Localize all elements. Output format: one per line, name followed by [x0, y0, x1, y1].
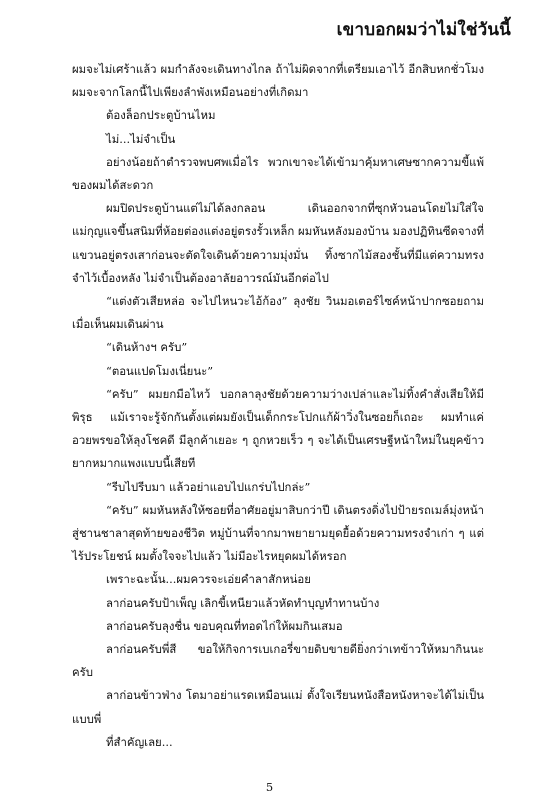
- paragraph: ผมจะไม่เศร้าแล้ว ผมกำลังจะเดินทางไกล ถ้าไม่ผิดจากที่เตรียมเอาไว้ อีกสิบหกชั่วโมงผมจะจากโลกนี้ไปเพียงลำพังเหมือนอย่างที่เกิดมา: [72, 62, 484, 100]
- paragraph: ที่สำคัญเลย...: [106, 734, 173, 749]
- paragraph: “เดินห้างฯ ครับ”: [106, 340, 188, 355]
- paragraph: “ครับ” ผมหันหลังให้ซอยที่อาศัยอยู่มาสิบกว่าปี เดินตรงดิ่งไปป้ายรถเมล์มุ่งหน้าสู่ชานชาลาสุดท้ายของชีวิต หมู่บ้านที่จากมาพยายามยุดยื้อด้วยความทรงจำเก่า ๆ แต่ไร้ประโยชน์ ผมตั้งใจจะไปแล้ว ไม่มีอะไรหยุดผมได้หรอก: [72, 502, 484, 564]
- paragraph: อย่างน้อยถ้าตำรวจพบศพเมื่อไร พวกเขาจะได้เข้ามาคุ้มหาเศษซากความขี้แพ้ของผมได้สะดวก: [72, 154, 484, 193]
- paragraph: ผมปิดประตูบ้านแต่ไม่ได้ลงกลอน เดินออกจากที่ซุกหัวนอนโดยไม่ใส่ใจแม่กุญแจขึ้นสนิมที่ห้อยต่องแต่งอยู่ตรงรั้วเหล็ก ผมหันหลังมองบ้าน มองปฏิทินซีดจางที่แขวนอยู่ตรงเสาก่อนจะตัดใจเดินด้วยความมุ่งมั่น ทิ้งซากไม้สองชั้นที่มีแต่ความทรงจำไว้เบื้องหลัง ไม่จำเป็นต้องอาลัยอาวรณ์มันอีกต่อไป: [72, 201, 484, 285]
- paragraph: “ครับ” ผมยกมือไหว้ บอกลาลุงชัยด้วยความว่างเปล่าและไม่ทิ้งคำสั่งเสียให้มีพิรุธ แม้เราจะรู้จักกันตั้งแต่ผมยังเป็นเด็กกระโปกแก้ผ้าวิ่งในซอยก็เถอะ ผมทำแค่อวยพรขอให้ลุงโชคดี มีลูกค้าเยอะ ๆ ถูกหวยเร็ว ๆ จะได้เป็นเศรษฐีหน้าใหม่ในยุคข้าวยากหมากแพงแบบนี้เสียที: [72, 386, 484, 471]
- paragraph: “ตอนแปดโมงเนี่ยนะ”: [106, 363, 214, 378]
- paragraph: ลาก่อนครับลุงชื่น ขอบคุณที่ทอดไก่ให้ผมกินเสมอ: [106, 618, 343, 633]
- paragraph: เพราะฉะนั้น...ผมควรจะเอ่ยคำลาสักหน่อย: [106, 572, 311, 587]
- paragraph: ต้องล็อกประตูบ้านไหม: [106, 108, 216, 123]
- paragraph: ไม่...ไม่จำเป็น: [106, 131, 176, 146]
- paragraph: ลาก่อนครับพี่สี ขอให้กิจการเบเกอรี่ขายดิบขายดียิ่งกว่าเทข้าวให้หมากินนะครับ: [72, 642, 484, 680]
- paragraph: “แต่งตัวเสียหล่อ จะไปไหนวะไอ้ก้อง” ลุงชัย วินมอเตอร์ไซค์หน้าปากซอยถามเมื่อเห็นผมเดินผ่าน: [72, 294, 484, 332]
- body-text: [72, 58, 484, 754]
- page-number: 5: [265, 780, 274, 794]
- paragraph: ลาก่อนข้าวฟ่าง โตมาอย่าแรดเหมือนแม่ ตั้งใจเรียนหนังสือหนังหาจะได้ไม่เป็นแบบพี่: [72, 688, 484, 726]
- paragraph: “รีบไปรีบมา แล้วอย่าแอบไปแกร่บไปกล่ะ”: [106, 479, 311, 494]
- running-header-title: เขาบอกผมว่าไม่ใช่วันนี้: [336, 20, 511, 40]
- paragraph: ลาก่อนครับป้าเพ็ญ เลิกขี้เหนียวแล้วหัดทำบุญทำทานบ้าง: [106, 595, 380, 610]
